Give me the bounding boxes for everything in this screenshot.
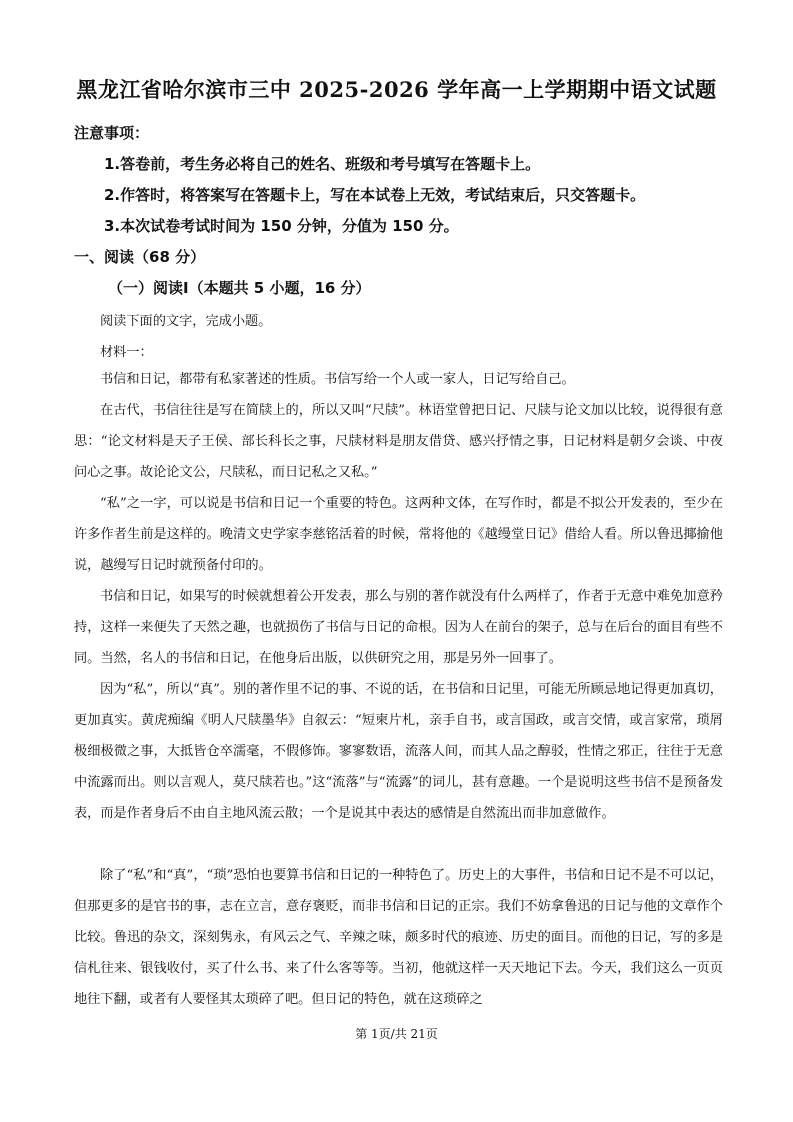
paragraph: “私”之一字，可以说是书信和日记一个重要的特色。这两种文体，在写作时，都是不拟公开发表的，至少在许多作者生前是这样的。晚清文史学家李慈铭活着的时候，常将他的《越缦堂日记》借给人看。所以鲁迅揶揄他说，越缦写日记时就预备付印的。 bbox=[74, 496, 723, 573]
paragraph: 书信和日记，如果写的时候就想着公开发表，那么与别的著作就没有什么两样了，作者于无意中难免加意矜持，这样一来便失了天然之趣，也就损伤了书信与日记的命根。因为人在前台的架子，总与在后台的面目有些不同。当然，名人的书信和日记，在他身后出版，以供研究之用，那是另外一回事了。 bbox=[74, 589, 723, 666]
instruction-text: 阅读下面的文字，完成小题。 bbox=[100, 314, 272, 329]
section-heading: 一、阅读（68 分） bbox=[74, 248, 206, 266]
paragraph: 书信和日记，都带有私家著述的性质。书信写给一个人或一家人，日记写给自己。 bbox=[100, 372, 575, 387]
material-label: 材料一： bbox=[100, 345, 153, 360]
paragraph: 在古代，书信往往是写在简牍上的，所以又叫“尺牍”。林语堂曾把日记、尺牍与论文加以比较，说得很有意思：“论文材料是天子王侯、部长科长之事，尺牍材料是朋友借贷、感兴抒情之事，日记材料是朝夕会谈、中夜问心之事。故论论文公，尺牍私，而日记私之又私。” bbox=[74, 403, 723, 480]
subsection-heading: （一）阅读Ⅰ（本题共 5 小题，16 分） bbox=[108, 279, 371, 297]
page-title: 黑龙江省哈尔滨市三中 2025-2026 学年高一上学期期中语文试题 bbox=[76, 77, 717, 102]
notice-heading: 注意事项： bbox=[74, 124, 150, 142]
page-footer: 第 1页/共 21页 bbox=[355, 1027, 438, 1041]
notice-item: 3.本次试卷考试时间为 150 分钟，分值为 150 分。 bbox=[104, 217, 459, 235]
paragraph: 因为“私”，所以“真”。别的著作里不记的事、不说的话，在书信和日记里，可能无所顾忌地记得更加真切，更加真实。黄虎痴编《明人尺牍墨华》自叙云：“短柬片札，亲手自书，或言国政，或言交情，或言家常，琐屑极细极微之事，大抵皆仓卒濡毫，不假修饰。寥寥数语，流落人间，而其人品之醇驳，性情之邪正，往往于无意中流露而出。则以言观人，莫尺牍若也。”这“流落”与“流露”的词儿，甚有意趣。一个是说明这些书信不是预备发表，而是作者身后不由自主地风流云散；一个是说其中表达的感情是自然流出而非加意做作。 bbox=[74, 682, 723, 821]
notice-item: 2.作答时，将答案写在答题卡上，写在本试卷上无效，考试结束后，只交答题卡。 bbox=[104, 186, 646, 204]
paragraph: 除了“私”和“真”，“琐”恐怕也要算书信和日记的一种特色了。历史上的大事件，书信和日记不是不可以记，但那更多的是官书的事，志在立言，意存褒贬，而非书信和日记的正宗。我们不妨拿鲁迅的日记与他的文章作个比较。鲁迅的杂文，深刻隽永，有风云之气、辛辣之味，颇多时代的痕迹、历史的面目。而他的日记，写的多是信札往来、银钱收付，买了什么书、来了什么客等等。当初，他就这样一天天地记下去。今天，我们这么一页页地往下翻，或者有人要怪其太琐碎了吧。但日记的特色，就在这琐碎之 bbox=[74, 868, 723, 1007]
notice-item: 1.答卷前，考生务必将自己的姓名、班级和考号填写在答题卡上。 bbox=[104, 155, 541, 173]
